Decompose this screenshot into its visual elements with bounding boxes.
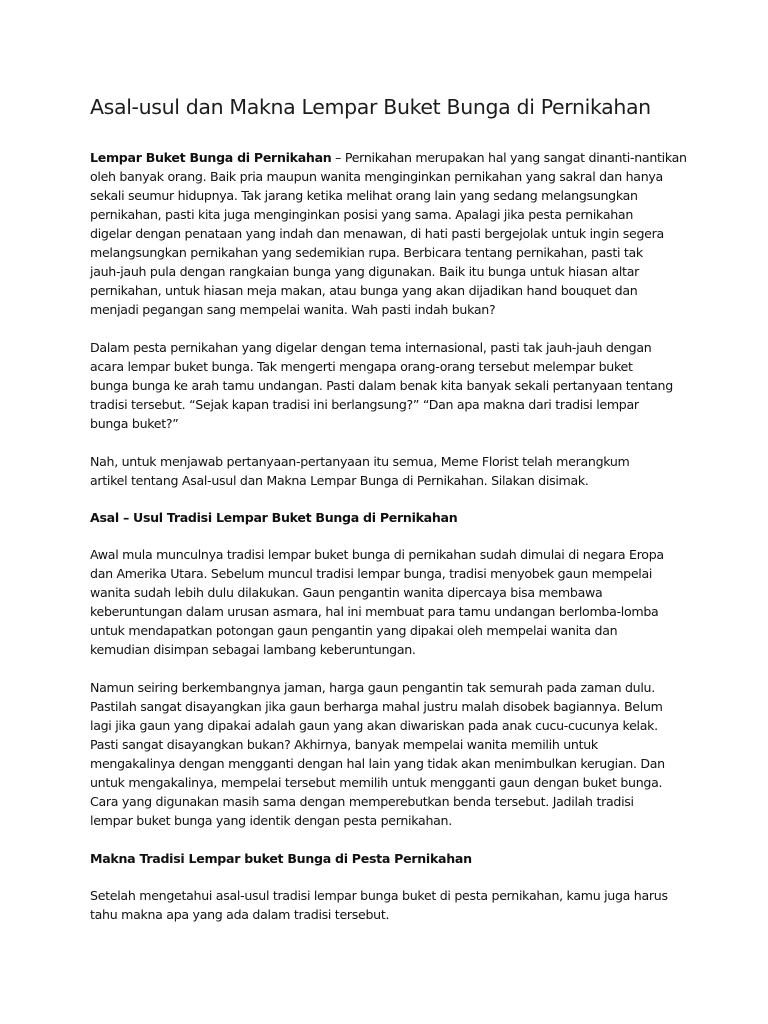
paragraph-line: Pastilah sangat disayangkan jika gaun berharga mahal justru malah disobek bagiannya. Belum bbox=[90, 699, 663, 714]
paragraph-line: Awal mula munculnya tradisi lempar buket bunga di pernikahan sudah dimulai di negara Eropa bbox=[90, 547, 664, 562]
line-text: – Pernikahan merupakan hal yang sangat dinanti-nantikan bbox=[331, 150, 687, 165]
lead-term: Lempar Buket Bunga di Pernikahan bbox=[90, 150, 332, 165]
paragraph-line: Nah, untuk menjawab pertanyaan-pertanyaan itu semua, Meme Florist telah merangkum bbox=[90, 454, 630, 469]
paragraph-5 bbox=[90, 678, 690, 830]
paragraph-line: tahu makna apa yang ada dalam tradisi tersebut. bbox=[90, 907, 390, 922]
paragraph-line: Pasti sangat disayangkan bukan? Akhirnya, banyak mempelai wanita memilih untuk bbox=[90, 737, 598, 752]
section-heading: Makna Tradisi Lempar buket Bunga di Pesta Pernikahan bbox=[90, 851, 472, 866]
paragraph-line bbox=[90, 148, 690, 167]
paragraph-line: menjadi pegangan sang mempelai wanita. Wah pasti indah bukan? bbox=[90, 302, 496, 317]
paragraph-line: acara lempar buket bunga. Tak mengerti mengapa orang-orang tersebut melempar buket bbox=[90, 359, 633, 374]
paragraph-line: melangsungkan pernikahan yang sedemikian rupa. Berbicara tentang pernikahan, pasti tak bbox=[90, 245, 643, 260]
section-heading: Asal – Usul Tradisi Lempar Buket Bunga di Pernikahan bbox=[90, 510, 458, 525]
paragraph-6 bbox=[90, 886, 690, 924]
paragraph-line: artikel tentang Asal-usul dan Makna Lempar Bunga di Pernikahan. Silakan disimak. bbox=[90, 473, 589, 488]
paragraph-line: Dalam pesta pernikahan yang digelar dengan tema internasional, pasti tak jauh-jauh dengan bbox=[90, 340, 652, 355]
paragraph-line: untuk mengakalinya, mempelai tersebut memilih untuk mengganti gaun dengan buket bunga. bbox=[90, 775, 663, 790]
paragraph-line: pernikahan, untuk hiasan meja makan, atau bunga yang akan dijadikan hand bouquet dan bbox=[90, 283, 638, 298]
paragraph-intro bbox=[90, 148, 690, 319]
paragraph-line: Cara yang digunakan masih sama dengan memperebutkan benda tersebut. Jadilah tradisi bbox=[90, 794, 634, 809]
paragraph-line: bunga bunga ke arah tamu undangan. Pasti dalam benak kita banyak sekali pertanyaan tentang bbox=[90, 378, 673, 393]
paragraph-line: pernikahan, pasti kita juga menginginkan posisi yang sama. Apalagi jika pesta pernikahan bbox=[90, 207, 634, 222]
paragraph-line: tradisi tersebut. “Sejak kapan tradisi ini berlangsung?” “Dan apa makna dari tradisi lempar bbox=[90, 397, 639, 412]
paragraph-line: keberuntungan dalam urusan asmara, hal ini membuat para tamu undangan berlomba-lomba bbox=[90, 604, 659, 619]
document-page bbox=[90, 92, 690, 924]
paragraph-line: bunga buket?” bbox=[90, 416, 179, 431]
paragraph-line: lagi jika gaun yang dipakai adalah gaun yang akan diwariskan pada anak cucu-cucunya kelak. bbox=[90, 718, 658, 733]
paragraph-line: dan Amerika Utara. Sebelum muncul tradisi lempar bunga, tradisi menyobek gaun mempelai bbox=[90, 566, 653, 581]
document-title: Asal-usul dan Makna Lempar Buket Bunga di Pernikahan bbox=[90, 95, 651, 119]
paragraph-line: digelar dengan penataan yang indah dan menawan, di hati pasti bergejolak untuk ingin segera bbox=[90, 226, 664, 241]
paragraph-2 bbox=[90, 338, 690, 433]
paragraph-line: lempar buket bunga yang identik dengan pesta pernikahan. bbox=[90, 813, 452, 828]
paragraph-line: mengakalinya dengan mengganti dengan hal lain yang tidak akan menimbulkan kerugian. Dan bbox=[90, 756, 665, 771]
paragraph-line: untuk mendapatkan potongan gaun pengantin yang dipakai oleh mempelai wanita dan bbox=[90, 623, 618, 638]
paragraph-line: jauh-jauh pula dengan rangkaian bunga yang digunakan. Baik itu bunga untuk hiasan altar bbox=[90, 264, 639, 279]
paragraph-line: kemudian disimpan sebagai lambang keberuntungan. bbox=[90, 642, 416, 657]
paragraph-line: Setelah mengetahui asal-usul tradisi lempar bunga buket di pesta pernikahan, kamu juga harus bbox=[90, 888, 668, 903]
paragraph-line: sekali seumur hidupnya. Tak jarang ketika melihat orang lain yang sedang melangsungkan bbox=[90, 188, 638, 203]
paragraph-3 bbox=[90, 452, 690, 490]
paragraph-line: Namun seiring berkembangnya jaman, harga gaun pengantin tak semurah pada zaman dulu. bbox=[90, 680, 655, 695]
paragraph-4 bbox=[90, 545, 690, 659]
paragraph-line: oleh banyak orang. Baik pria maupun wanita menginginkan pernikahan yang sakral dan hanya bbox=[90, 169, 663, 184]
paragraph-line: wanita sudah lebih dulu dilakukan. Gaun pengantin wanita dipercaya bisa membawa bbox=[90, 585, 603, 600]
